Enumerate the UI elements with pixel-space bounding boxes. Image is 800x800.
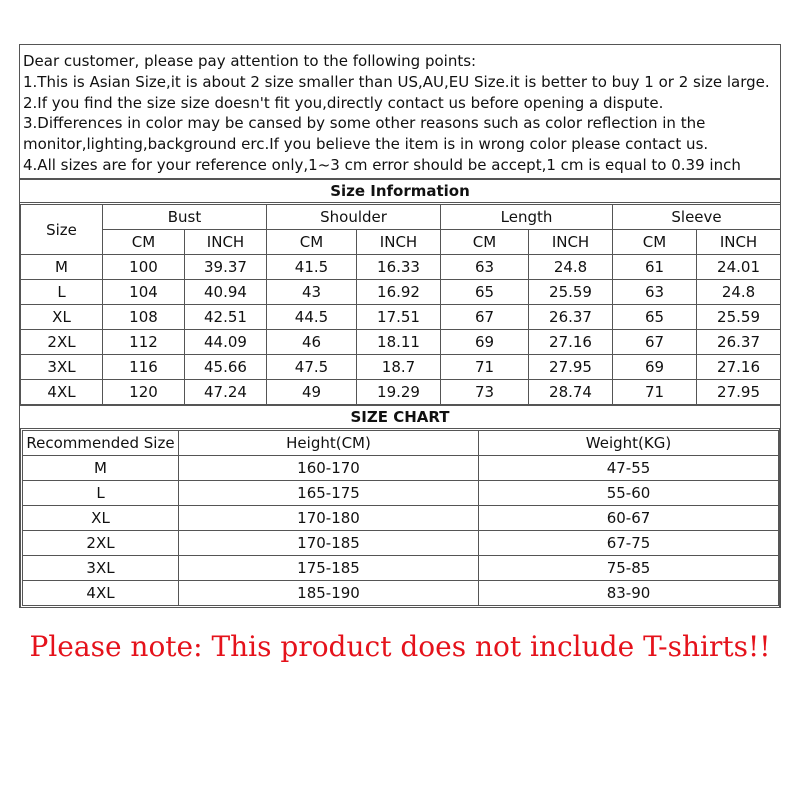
size-value: 16.92 [357,280,441,305]
size-value: 61 [613,255,697,280]
height-range: 185-190 [179,581,479,606]
weight-range: 60-67 [479,506,779,531]
size-value: 16.33 [357,255,441,280]
size-value: 47.5 [267,355,357,380]
size-value: 73 [441,380,529,405]
notice-line: 2.If you find the size size doesn't fit you,directly contact us before opening a dispute. [23,93,664,112]
size-value: 27.95 [529,355,613,380]
weight-range: 75-85 [479,556,779,581]
size-label: 2XL [21,330,103,355]
size-label: 4XL [21,380,103,405]
size-value: 24.8 [697,280,781,305]
size-value: 24.01 [697,255,781,280]
recommended-size: 2XL [23,531,179,556]
size-value: 24.8 [529,255,613,280]
size-row [21,305,781,330]
size-value: 65 [613,305,697,330]
size-value: 49 [267,380,357,405]
size-row [21,280,781,305]
size-value: 19.29 [357,380,441,405]
weight-range: 47-55 [479,456,779,481]
size-value: 67 [613,330,697,355]
size-value: 18.7 [357,355,441,380]
recommended-size: XL [23,506,179,531]
size-value: 27.95 [697,380,781,405]
height-range: 165-175 [179,481,479,506]
size-value: 26.37 [529,305,613,330]
size-chart-row [23,531,779,556]
size-chart-header-row [23,431,779,456]
size-row [21,255,781,280]
size-value: 42.51 [185,305,267,330]
size-value: 63 [613,280,697,305]
size-value: 44.5 [267,305,357,330]
product-note: Please note: This product does not include T-shirts!! [29,630,771,663]
size-value: 28.74 [529,380,613,405]
customer-notice [20,45,780,179]
size-value: 63 [441,255,529,280]
size-value: 39.37 [185,255,267,280]
size-value: 43 [267,280,357,305]
size-value: 108 [103,305,185,330]
unit-header-row [21,230,781,255]
size-value: 40.94 [185,280,267,305]
weight-range: 55-60 [479,481,779,506]
weight-header: Weight(KG) [479,431,779,456]
weight-range: 83-90 [479,581,779,606]
height-range: 175-185 [179,556,479,581]
size-chart-table [22,430,779,606]
group-header-bust: Bust [103,205,267,230]
size-label: 3XL [21,355,103,380]
unit-header: INCH [185,230,267,255]
notice-line: Dear customer, please pay attention to the following points: [23,52,477,70]
size-chart-row [23,481,779,506]
size-value: 25.59 [529,280,613,305]
size-value: 46 [267,330,357,355]
size-label: XL [21,305,103,330]
height-range: 160-170 [179,456,479,481]
size-row [21,330,781,355]
unit-header: CM [267,230,357,255]
height-header: Height(CM) [179,431,479,456]
size-value: 47.24 [185,380,267,405]
height-range: 170-185 [179,531,479,556]
size-value: 27.16 [529,330,613,355]
size-value: 27.16 [697,355,781,380]
size-value: 69 [613,355,697,380]
notice-line: 4.All sizes are for your reference only,1~3 cm error should be accept,1 cm is equal to 0.39 inch [23,155,741,174]
unit-header: INCH [697,230,781,255]
size-information-title: Size Information [20,179,780,203]
unit-header: INCH [357,230,441,255]
size-value: 65 [441,280,529,305]
recommended-size: 4XL [23,581,179,606]
size-value: 71 [441,355,529,380]
unit-header: INCH [529,230,613,255]
size-value: 100 [103,255,185,280]
size-value: 26.37 [697,330,781,355]
size-value: 116 [103,355,185,380]
notice-line: 3.Differences in color may be cansed by some other reasons such as color reflection in the [23,114,706,133]
notice-line: 1.This is Asian Size,it is about 2 size smaller than US,AU,EU Size.it is better to buy 1 or 2 size large. [23,72,770,91]
size-value: 120 [103,380,185,405]
size-value: 67 [441,305,529,330]
group-header-row [21,205,781,230]
recommended-size: M [23,456,179,481]
size-value: 71 [613,380,697,405]
size-label: L [21,280,103,305]
unit-header: CM [613,230,697,255]
group-header-length: Length [441,205,613,230]
size-row [21,355,781,380]
size-value: 44.09 [185,330,267,355]
size-chart-row [23,506,779,531]
size-header: Size [21,205,103,255]
group-header-sleeve: Sleeve [613,205,781,230]
unit-header: CM [441,230,529,255]
height-range: 170-180 [179,506,479,531]
size-value: 18.11 [357,330,441,355]
size-chart-row [23,581,779,606]
size-value: 104 [103,280,185,305]
size-value: 25.59 [697,305,781,330]
size-value: 69 [441,330,529,355]
recommended-size: L [23,481,179,506]
unit-header: CM [103,230,185,255]
size-chart-row [23,456,779,481]
size-information-table [20,204,781,405]
size-label: M [21,255,103,280]
notice-line: monitor,lighting,background erc.If you believe the item is in wrong color please contact us. [23,135,709,154]
size-value: 45.66 [185,355,267,380]
size-value: 112 [103,330,185,355]
size-chart-row [23,556,779,581]
size-row [21,380,781,405]
group-header-shoulder: Shoulder [267,205,441,230]
size-chart-title: SIZE CHART [20,405,780,429]
size-value: 17.51 [357,305,441,330]
recommended-size: 3XL [23,556,179,581]
recommended-size-header: Recommended Size [23,431,179,456]
weight-range: 67-75 [479,531,779,556]
size-value: 41.5 [267,255,357,280]
